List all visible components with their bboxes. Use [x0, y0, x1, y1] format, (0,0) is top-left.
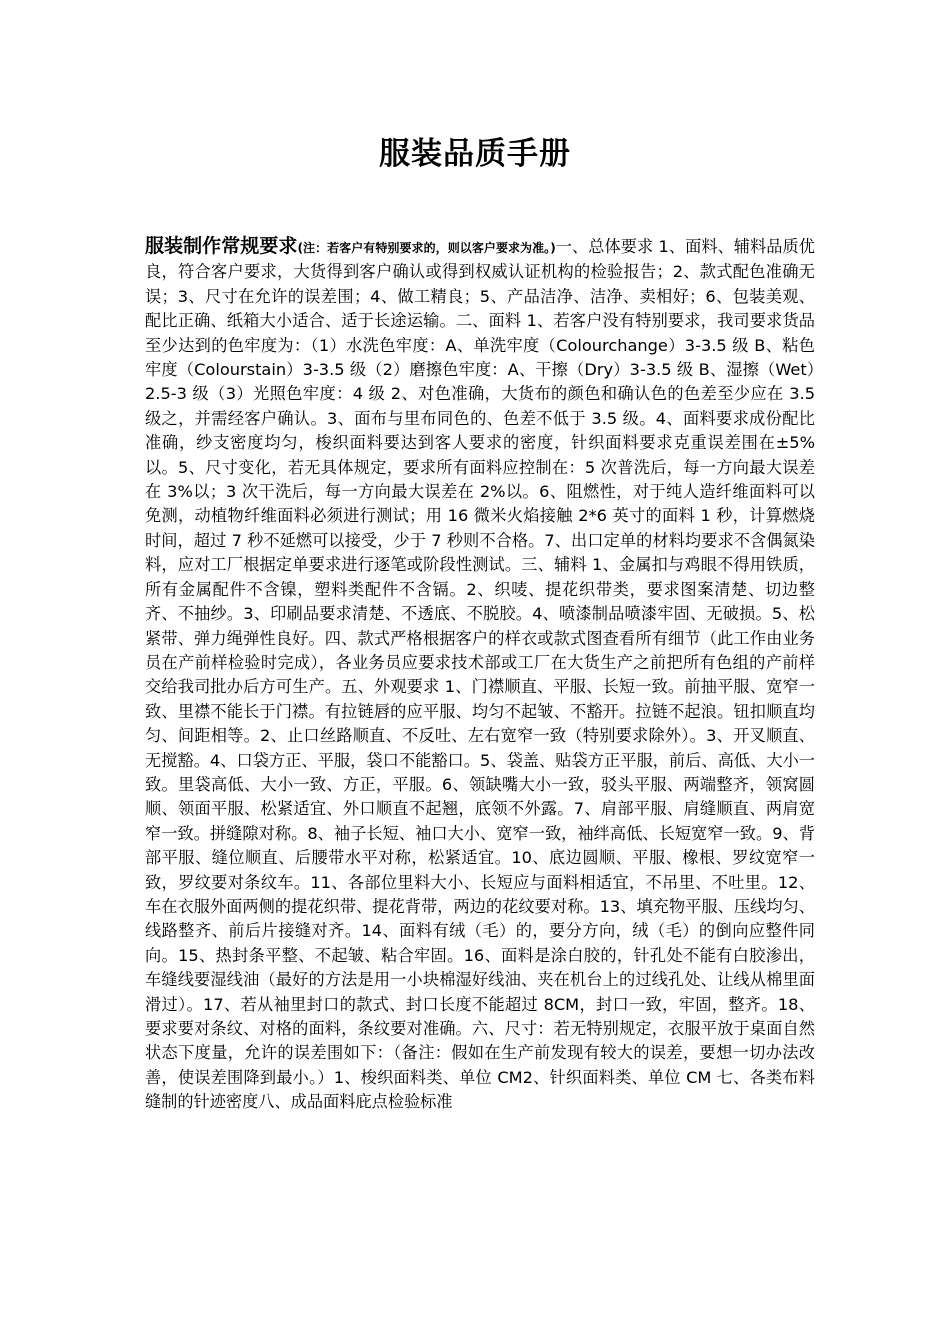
document-body [145, 234, 815, 1115]
section-note: (注：若客户有特别要求的，则以客户要求为准。) [297, 241, 556, 255]
document-title: 服装品质手册 [379, 136, 571, 172]
section-heading: 服装制作常规要求 [145, 235, 298, 257]
body-paragraph: 一、总体要求 1、面料、辅料品质优良，符合客户要求，大货得到客户确认或得到权威认证机构的检验报告；2、款式配色准确无误；3、尺寸在允许的误差围；4、做工精良；5、产品洁净、洁净、卖相好；6、包装美观、配比正确、纸箱大小适合、适于长途运输。二、面料 1、若客户没有特别要求，我司要求货品至少达到的色牢度为：（1）水洗色牢度：A、单洗牢度（Colourchange）3-3.5 级 B、粘色牢度（Colourstain）3-3.5 级（2）磨擦色牢度：A、干擦（Dry）3-3.5 级 B、湿擦（Wet）2.5-3 级（3）光照色牢度：4 级 2、对色准确，大货布的颜色和确认色的色差至少应在 3.5 级之，并需经客户确认。3、面布与里布同色的、色差不低于 3.5 级。4、面料要求成份配比准确，纱支密度均匀，梭织面料要达到客人要求的密度，针织面料要求克重误差围在±5%以。5、尺寸变化，若无具体规定，要求所有面料应控制在：5 次普洗后，每一方向最大误差在 3%以；3 次干洗后，每一方向最大误差在 2%以。6、阻燃性，对于纯人造纤维面料可以免测，动植物纤维面料必须进行测试；用 16 微米火焰接触 2*6 英寸的面料 1 秒，计算燃烧时间，超过 7 秒不延燃可以接受，少于 7 秒则不合格。7、出口定单的材料均要求不含偶氮染料，应对工厂根据定单要求进行逐笔或阶段性测试。三、辅料 1、金属扣与鸡眼不得用铁质，所有金属配件不含镍，塑料类配件不含镉。2、织唛、提花织带类，要求图案清楚、切边整齐、不抽纱。3、印刷品要求清楚、不透底、不脱胶。4、喷漆制品喷漆牢固、无破损。5、松紧带、弹力绳弹性良好。四、款式严格根据客户的样衣或款式图查看所有细节（此工作由业务员在产前样检验时完成），各业务员应要求技术部或工厂在大货生产之前把所有色组的产前样交给我司批办后方可生产。五、外观要求 1、门襟顺直、平服、长短一致。前抽平服、宽窄一致、里襟不能长于门襟。有拉链唇的应平服、均匀不起皱、不豁开。拉链不起浪。钮扣顺直均匀、间距相等。2、止口丝路顺直、不反吐、左右宽窄一致（特别要求除外）。3、开叉顺直、无搅豁。4、口袋方正、平服，袋口不能豁口。5、袋盖、贴袋方正平服，前后、高低、大小一致。里袋高低、大小一致、方正，平服。6、领缺嘴大小一致，驳头平服、两端整齐，领窝圆顺、领面平服、松紧适宜、外口顺直不起翘，底领不外露。7、肩部平服、肩缝顺直、两肩宽窄一致。拼缝隙对称。8、袖子长短、袖口大小、宽窄一致，袖绊高低、长短宽窄一致。9、背部平服、缝位顺直、后腰带水平对称，松紧适宜。10、底边圆顺、平服、橡根、罗纹宽窄一致，罗纹要对条纹车。11、各部位里料大小、长短应与面料相适宜，不吊里、不吐里。12、车在衣服外面两侧的提花织带、提花背带，两边的花纹要对称。13、填充物平服、压线均匀、线路整齐、前后片接缝对齐。14、面料有绒（毛）的，要分方向，绒（毛）的倒向应整件同向。15、热封条平整、不起皱、粘合牢固。16、面料是涂白胶的，针孔处不能有白胶渗出，车缝线要湿线油（最好的方法是用一小块棉湿好线油、夹在机台上的过线孔处、让线从棉里面滑过）。17、若从袖里封口的款式、封口长度不能超过 8CM，封口一致，牢固，整齐。18、要求要对条纹、对格的面料，条纹要对准确。六、尺寸：若无特别规定，衣服平放于桌面自然状态下度量，允许的误差围如下：（备注：假如在生产前发现有较大的误差，要想一切办法改善，使误差围降到最小。）1、梭织面料类、单位 CM2、针织面料类、单位 CM 七、各类布料缝制的针迹密度八、成品面料庇点检验标准 [145, 237, 815, 1112]
